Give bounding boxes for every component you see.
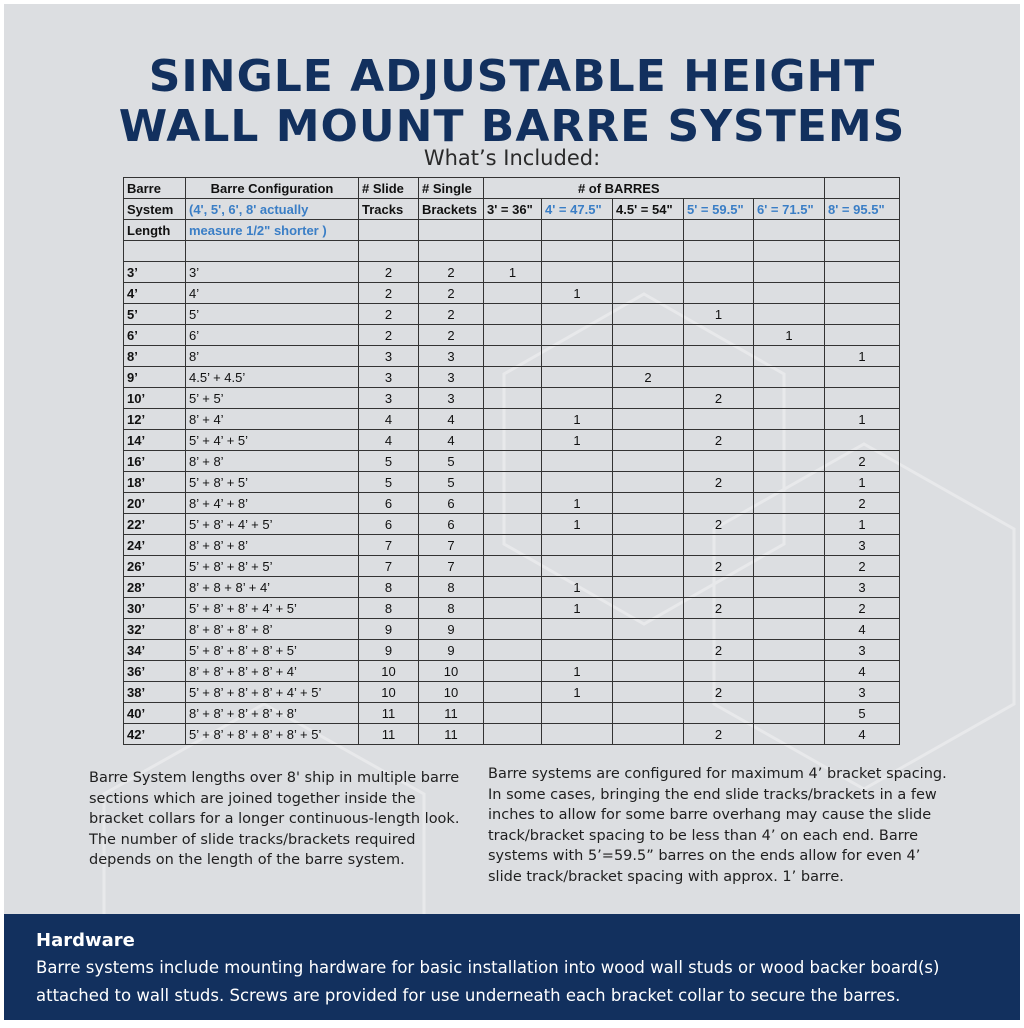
barre-length-cell: 9’ [124,367,186,388]
slide-tracks-cell: 7 [359,556,419,577]
barre-length-cell: 34’ [124,640,186,661]
configuration-cell: 5’ + 8’ + 4’ + 5’ [186,514,359,535]
brackets-cell: 6 [419,493,484,514]
barre-count-cell [542,556,613,577]
barre-count-cell [613,640,684,661]
barre-length-cell: 10’ [124,388,186,409]
barre-count-cell [754,451,825,472]
barre-size-header: 4.5' = 54" [613,199,684,220]
table-row [124,430,900,451]
barre-count-cell [542,619,613,640]
barre-length-cell: 6’ [124,325,186,346]
barre-count-cell [754,598,825,619]
barre-count-cell: 2 [684,724,754,745]
brackets-cell: 3 [419,346,484,367]
barre-length-cell: 26’ [124,556,186,577]
slide-tracks-cell: 3 [359,367,419,388]
configuration-cell: 5’ [186,304,359,325]
barre-length-cell: 20’ [124,493,186,514]
table-row [124,493,900,514]
barre-count-cell: 4 [825,661,900,682]
barre-count-cell [542,346,613,367]
hardware-banner [4,914,1020,1020]
brackets-cell: 3 [419,367,484,388]
barre-length-cell: 12’ [124,409,186,430]
configuration-cell: 8’ + 4’ + 8’ [186,493,359,514]
barre-count-cell [754,577,825,598]
subtitle: What’s Included: [423,146,601,170]
header-cell-empty [754,178,825,199]
header-cell-empty [542,220,613,241]
table-body [124,178,900,745]
slide-tracks-cell: 2 [359,325,419,346]
brackets-cell: 8 [419,598,484,619]
barre-count-cell [613,388,684,409]
barre-size-header: 8' = 95.5" [825,199,900,220]
barre-count-cell [484,535,542,556]
barre-count-cell [484,304,542,325]
barre-count-cell [754,619,825,640]
header-cell: Tracks [359,199,419,220]
configuration-cell: 8’ + 8’ + 8’ + 8’ + 4’ [186,661,359,682]
barre-count-cell [754,346,825,367]
barre-count-cell [484,661,542,682]
brackets-cell: 5 [419,472,484,493]
barre-count-cell: 2 [825,556,900,577]
table-row [124,514,900,535]
barre-systems-table [123,177,900,745]
barre-count-cell [684,367,754,388]
barre-count-cell [684,325,754,346]
configuration-cell: 5’ + 8’ + 8’ + 8’ + 8’ + 5’ [186,724,359,745]
barre-length-cell: 40’ [124,703,186,724]
brackets-cell: 9 [419,619,484,640]
configuration-cell: 5’ + 8’ + 8’ + 8’ + 4’ + 5’ [186,682,359,703]
barre-count-cell [684,451,754,472]
configuration-cell: 8’ + 8’ [186,451,359,472]
hardware-title: Hardware [36,930,135,951]
barre-count-cell [754,556,825,577]
barre-count-cell: 1 [484,262,542,283]
barre-count-cell: 2 [684,682,754,703]
table-row [124,409,900,430]
header-row-3 [124,220,900,241]
configuration-cell: 4’ [186,283,359,304]
table-row [124,619,900,640]
barre-length-cell: 4’ [124,283,186,304]
table-row [124,367,900,388]
title-line-2: WALL MOUNT BARRE SYSTEMS [118,101,906,152]
barre-count-cell [613,514,684,535]
barre-count-cell [484,409,542,430]
barre-count-cell [754,388,825,409]
note-left: Barre System lengths over 8' ship in multiple barre sections which are joined together inside the bracket collars for a longer continuous-length look. The number of slide tracks/brackets required depends on the length of the barre system. [89,770,460,868]
barre-count-cell [754,514,825,535]
slide-tracks-cell: 3 [359,388,419,409]
barre-count-cell [825,367,900,388]
slide-tracks-cell: 10 [359,682,419,703]
barre-size-header: 4' = 47.5" [542,199,613,220]
barre-count-cell [542,472,613,493]
page-title [4,52,1020,152]
table-row [124,640,900,661]
barre-count-cell [613,682,684,703]
barre-count-cell: 2 [684,472,754,493]
barre-length-cell: 5’ [124,304,186,325]
slide-tracks-cell: 11 [359,703,419,724]
barre-count-cell [684,535,754,556]
brackets-cell: 5 [419,451,484,472]
barre-count-cell: 2 [684,640,754,661]
barre-count-cell [754,367,825,388]
barre-count-cell: 2 [613,367,684,388]
table-row [124,283,900,304]
barre-length-cell: 42’ [124,724,186,745]
header-cell: Length [124,220,186,241]
barre-count-cell [684,283,754,304]
barre-count-cell: 1 [542,283,613,304]
barre-count-cell [754,535,825,556]
brackets-cell: 7 [419,535,484,556]
header-cell: # Single [419,178,484,199]
barre-count-cell: 2 [684,430,754,451]
barre-length-cell: 14’ [124,430,186,451]
barre-count-cell [484,640,542,661]
barre-count-cell [613,703,684,724]
barre-length-cell: 8’ [124,346,186,367]
barre-count-cell [684,262,754,283]
barre-count-cell [613,493,684,514]
barre-count-cell [542,304,613,325]
barre-count-cell [684,619,754,640]
barre-count-cell [613,304,684,325]
barre-count-cell [542,325,613,346]
barre-count-cell: 1 [542,514,613,535]
info-sheet [4,4,1020,1020]
barre-count-cell: 1 [825,514,900,535]
barre-count-cell: 2 [684,514,754,535]
barre-count-cell [484,451,542,472]
barre-count-cell [613,472,684,493]
header-cell: Barre [124,178,186,199]
barre-count-cell [754,682,825,703]
barre-count-cell [542,535,613,556]
table-row [124,682,900,703]
barre-count-cell [754,640,825,661]
brackets-cell: 2 [419,283,484,304]
barre-count-cell [484,367,542,388]
header-cell-empty [825,220,900,241]
barre-count-cell [613,619,684,640]
slide-tracks-cell: 6 [359,493,419,514]
barre-count-cell [613,346,684,367]
header-cell: System [124,199,186,220]
barre-count-cell [754,703,825,724]
configuration-cell: 5’ + 5’ [186,388,359,409]
barre-count-cell [754,661,825,682]
slide-tracks-cell: 7 [359,535,419,556]
header-row-2 [124,199,900,220]
header-cell-num-barres: # of BARRES [484,178,754,199]
configuration-cell: 8’ + 8’ + 8’ [186,535,359,556]
barre-count-cell [684,409,754,430]
table-row [124,556,900,577]
barre-count-cell [542,451,613,472]
barre-count-cell: 3 [825,640,900,661]
barre-count-cell [613,262,684,283]
configuration-cell: 8’ + 4’ [186,409,359,430]
brackets-cell: 10 [419,661,484,682]
brackets-cell: 4 [419,409,484,430]
barre-count-cell [613,409,684,430]
brackets-cell: 7 [419,556,484,577]
slide-tracks-cell: 9 [359,640,419,661]
barre-count-cell [754,430,825,451]
configuration-cell: 5’ + 8’ + 8’ + 4’ + 5’ [186,598,359,619]
header-cell-empty [359,220,419,241]
barre-count-cell: 3 [825,577,900,598]
barre-count-cell: 2 [825,493,900,514]
barre-count-cell: 1 [542,430,613,451]
barre-count-cell: 4 [825,724,900,745]
barre-count-cell [613,535,684,556]
hardware-text: Barre systems include mounting hardware for basic installation into wood wall studs or wood backer board(s) attached to wall studs. Screws are provided for use underneath each bracket collar to secure the barres. [36,958,940,1005]
barre-count-cell [613,661,684,682]
barre-count-cell [484,325,542,346]
header-cell-empty [684,220,754,241]
barre-count-cell [613,283,684,304]
barre-count-cell [542,367,613,388]
slide-tracks-cell: 11 [359,724,419,745]
table-row [124,703,900,724]
slide-tracks-cell: 6 [359,514,419,535]
barre-count-cell [484,619,542,640]
barre-count-cell [684,661,754,682]
header-row-1 [124,178,900,199]
brackets-cell: 4 [419,430,484,451]
barre-size-header: 3' = 36" [484,199,542,220]
barre-count-cell [754,409,825,430]
table-row [124,325,900,346]
barre-count-cell [825,283,900,304]
brackets-cell: 11 [419,703,484,724]
brackets-cell: 2 [419,262,484,283]
slide-tracks-cell: 10 [359,661,419,682]
barre-count-cell [542,640,613,661]
barre-size-header: 6' = 71.5" [754,199,825,220]
barre-count-cell [484,514,542,535]
table-row [124,724,900,745]
brackets-cell: 9 [419,640,484,661]
barre-length-cell: 24’ [124,535,186,556]
note-right: Barre systems are configured for maximum 4’ bracket spacing. In some cases, bringing the end slide tracks/brackets in a few inches to allow for some barre overhang may cause the slide track/bracket spacing to be less than 4’ on each end. Barre systems with 5’=59.5” barres on the ends allow for even 4’ slide track/bracket spacing with approx. 1’ barre. [488,766,947,885]
barre-length-cell: 16’ [124,451,186,472]
configuration-cell: 5’ + 4’ + 5’ [186,430,359,451]
barre-count-cell [613,451,684,472]
barre-length-cell: 3’ [124,262,186,283]
brackets-cell: 10 [419,682,484,703]
barre-count-cell: 2 [825,598,900,619]
brackets-cell: 3 [419,388,484,409]
table-row [124,388,900,409]
barre-count-cell [684,346,754,367]
barre-count-cell: 1 [542,661,613,682]
barre-count-cell [484,556,542,577]
barre-count-cell [754,262,825,283]
title-line-1: SINGLE ADJUSTABLE HEIGHT [148,51,876,102]
configuration-cell: 6’ [186,325,359,346]
configuration-cell: 8’ [186,346,359,367]
header-cell-empty [825,178,900,199]
brackets-cell: 2 [419,325,484,346]
brackets-cell: 6 [419,514,484,535]
header-cell: Brackets [419,199,484,220]
barre-count-cell [484,430,542,451]
barre-length-cell: 32’ [124,619,186,640]
configuration-cell: 3’ [186,262,359,283]
configuration-cell: 8’ + 8’ + 8’ + 8’ + 8’ [186,703,359,724]
slide-tracks-cell: 4 [359,409,419,430]
barre-count-cell [754,304,825,325]
slide-tracks-cell: 3 [359,346,419,367]
barre-size-header: 5' = 59.5" [684,199,754,220]
barre-count-cell [484,682,542,703]
barre-count-cell [825,430,900,451]
barre-count-cell: 1 [825,409,900,430]
header-cell: (4', 5', 6', 8' actually [186,199,359,220]
barre-count-cell: 1 [542,493,613,514]
header-cell: measure 1/2" shorter ) [186,220,359,241]
barre-count-cell: 2 [825,451,900,472]
table-row [124,598,900,619]
header-cell: # Slide [359,178,419,199]
slide-tracks-cell: 9 [359,619,419,640]
barre-count-cell: 1 [754,325,825,346]
header-cell-empty [613,220,684,241]
barre-count-cell [684,493,754,514]
barre-count-cell: 4 [825,619,900,640]
barre-count-cell [484,283,542,304]
slide-tracks-cell: 5 [359,451,419,472]
barre-count-cell [825,304,900,325]
slide-tracks-cell: 2 [359,262,419,283]
barre-count-cell [484,388,542,409]
barre-count-cell [825,388,900,409]
slide-tracks-cell: 8 [359,577,419,598]
barre-count-cell [613,325,684,346]
barre-count-cell: 3 [825,535,900,556]
barre-count-cell [613,598,684,619]
barre-length-cell: 28’ [124,577,186,598]
brackets-cell: 2 [419,304,484,325]
configuration-cell: 5’ + 8’ + 8’ + 8’ + 5’ [186,640,359,661]
barre-length-cell: 36’ [124,661,186,682]
barre-count-cell: 1 [825,346,900,367]
barre-count-cell [542,262,613,283]
barre-count-cell: 1 [825,472,900,493]
table-row [124,535,900,556]
barre-count-cell [484,577,542,598]
brackets-cell: 8 [419,577,484,598]
slide-tracks-cell: 8 [359,598,419,619]
table-row [124,262,900,283]
barre-length-cell: 38’ [124,682,186,703]
barre-count-cell: 1 [684,304,754,325]
barre-count-cell: 1 [542,409,613,430]
configuration-cell: 5’ + 8’ + 5’ [186,472,359,493]
barre-length-cell: 22’ [124,514,186,535]
configuration-cell: 8’ + 8 + 8’ + 4’ [186,577,359,598]
table-row [124,472,900,493]
slide-tracks-cell: 4 [359,430,419,451]
barre-count-cell [754,493,825,514]
barre-count-cell [484,346,542,367]
configuration-cell: 4.5’ + 4.5’ [186,367,359,388]
barre-count-cell: 5 [825,703,900,724]
table-row [124,304,900,325]
barre-count-cell: 3 [825,682,900,703]
header-cell-empty [754,220,825,241]
configuration-cell: 8’ + 8’ + 8’ + 8’ [186,619,359,640]
table-row [124,577,900,598]
slide-tracks-cell: 5 [359,472,419,493]
barre-count-cell [754,472,825,493]
barre-count-cell [754,283,825,304]
barre-count-cell [684,703,754,724]
barre-count-cell [542,703,613,724]
barre-count-cell: 2 [684,556,754,577]
barre-count-cell [484,598,542,619]
barre-length-cell: 30’ [124,598,186,619]
barre-count-cell: 1 [542,577,613,598]
table-row [124,346,900,367]
barre-count-cell [613,577,684,598]
barre-count-cell [542,388,613,409]
barre-count-cell [484,724,542,745]
header-cell-empty [419,220,484,241]
table-row [124,451,900,472]
barre-count-cell: 2 [684,388,754,409]
barre-count-cell [484,472,542,493]
barre-count-cell: 1 [542,598,613,619]
barre-count-cell [754,724,825,745]
barre-count-cell [684,577,754,598]
barre-count-cell [825,262,900,283]
header-cell: Barre Configuration [186,178,359,199]
header-cell-empty [484,220,542,241]
barre-count-cell: 1 [542,682,613,703]
brackets-cell: 11 [419,724,484,745]
barre-count-cell [484,493,542,514]
barre-count-cell [825,325,900,346]
barre-count-cell [613,724,684,745]
barre-count-cell [542,724,613,745]
barre-count-cell [613,556,684,577]
slide-tracks-cell: 2 [359,283,419,304]
spacer-row [124,241,900,262]
barre-count-cell [484,703,542,724]
slide-tracks-cell: 2 [359,304,419,325]
barre-count-cell [613,430,684,451]
barre-length-cell: 18’ [124,472,186,493]
barre-count-cell: 2 [684,598,754,619]
table-row [124,661,900,682]
configuration-cell: 5’ + 8’ + 8’ + 5’ [186,556,359,577]
